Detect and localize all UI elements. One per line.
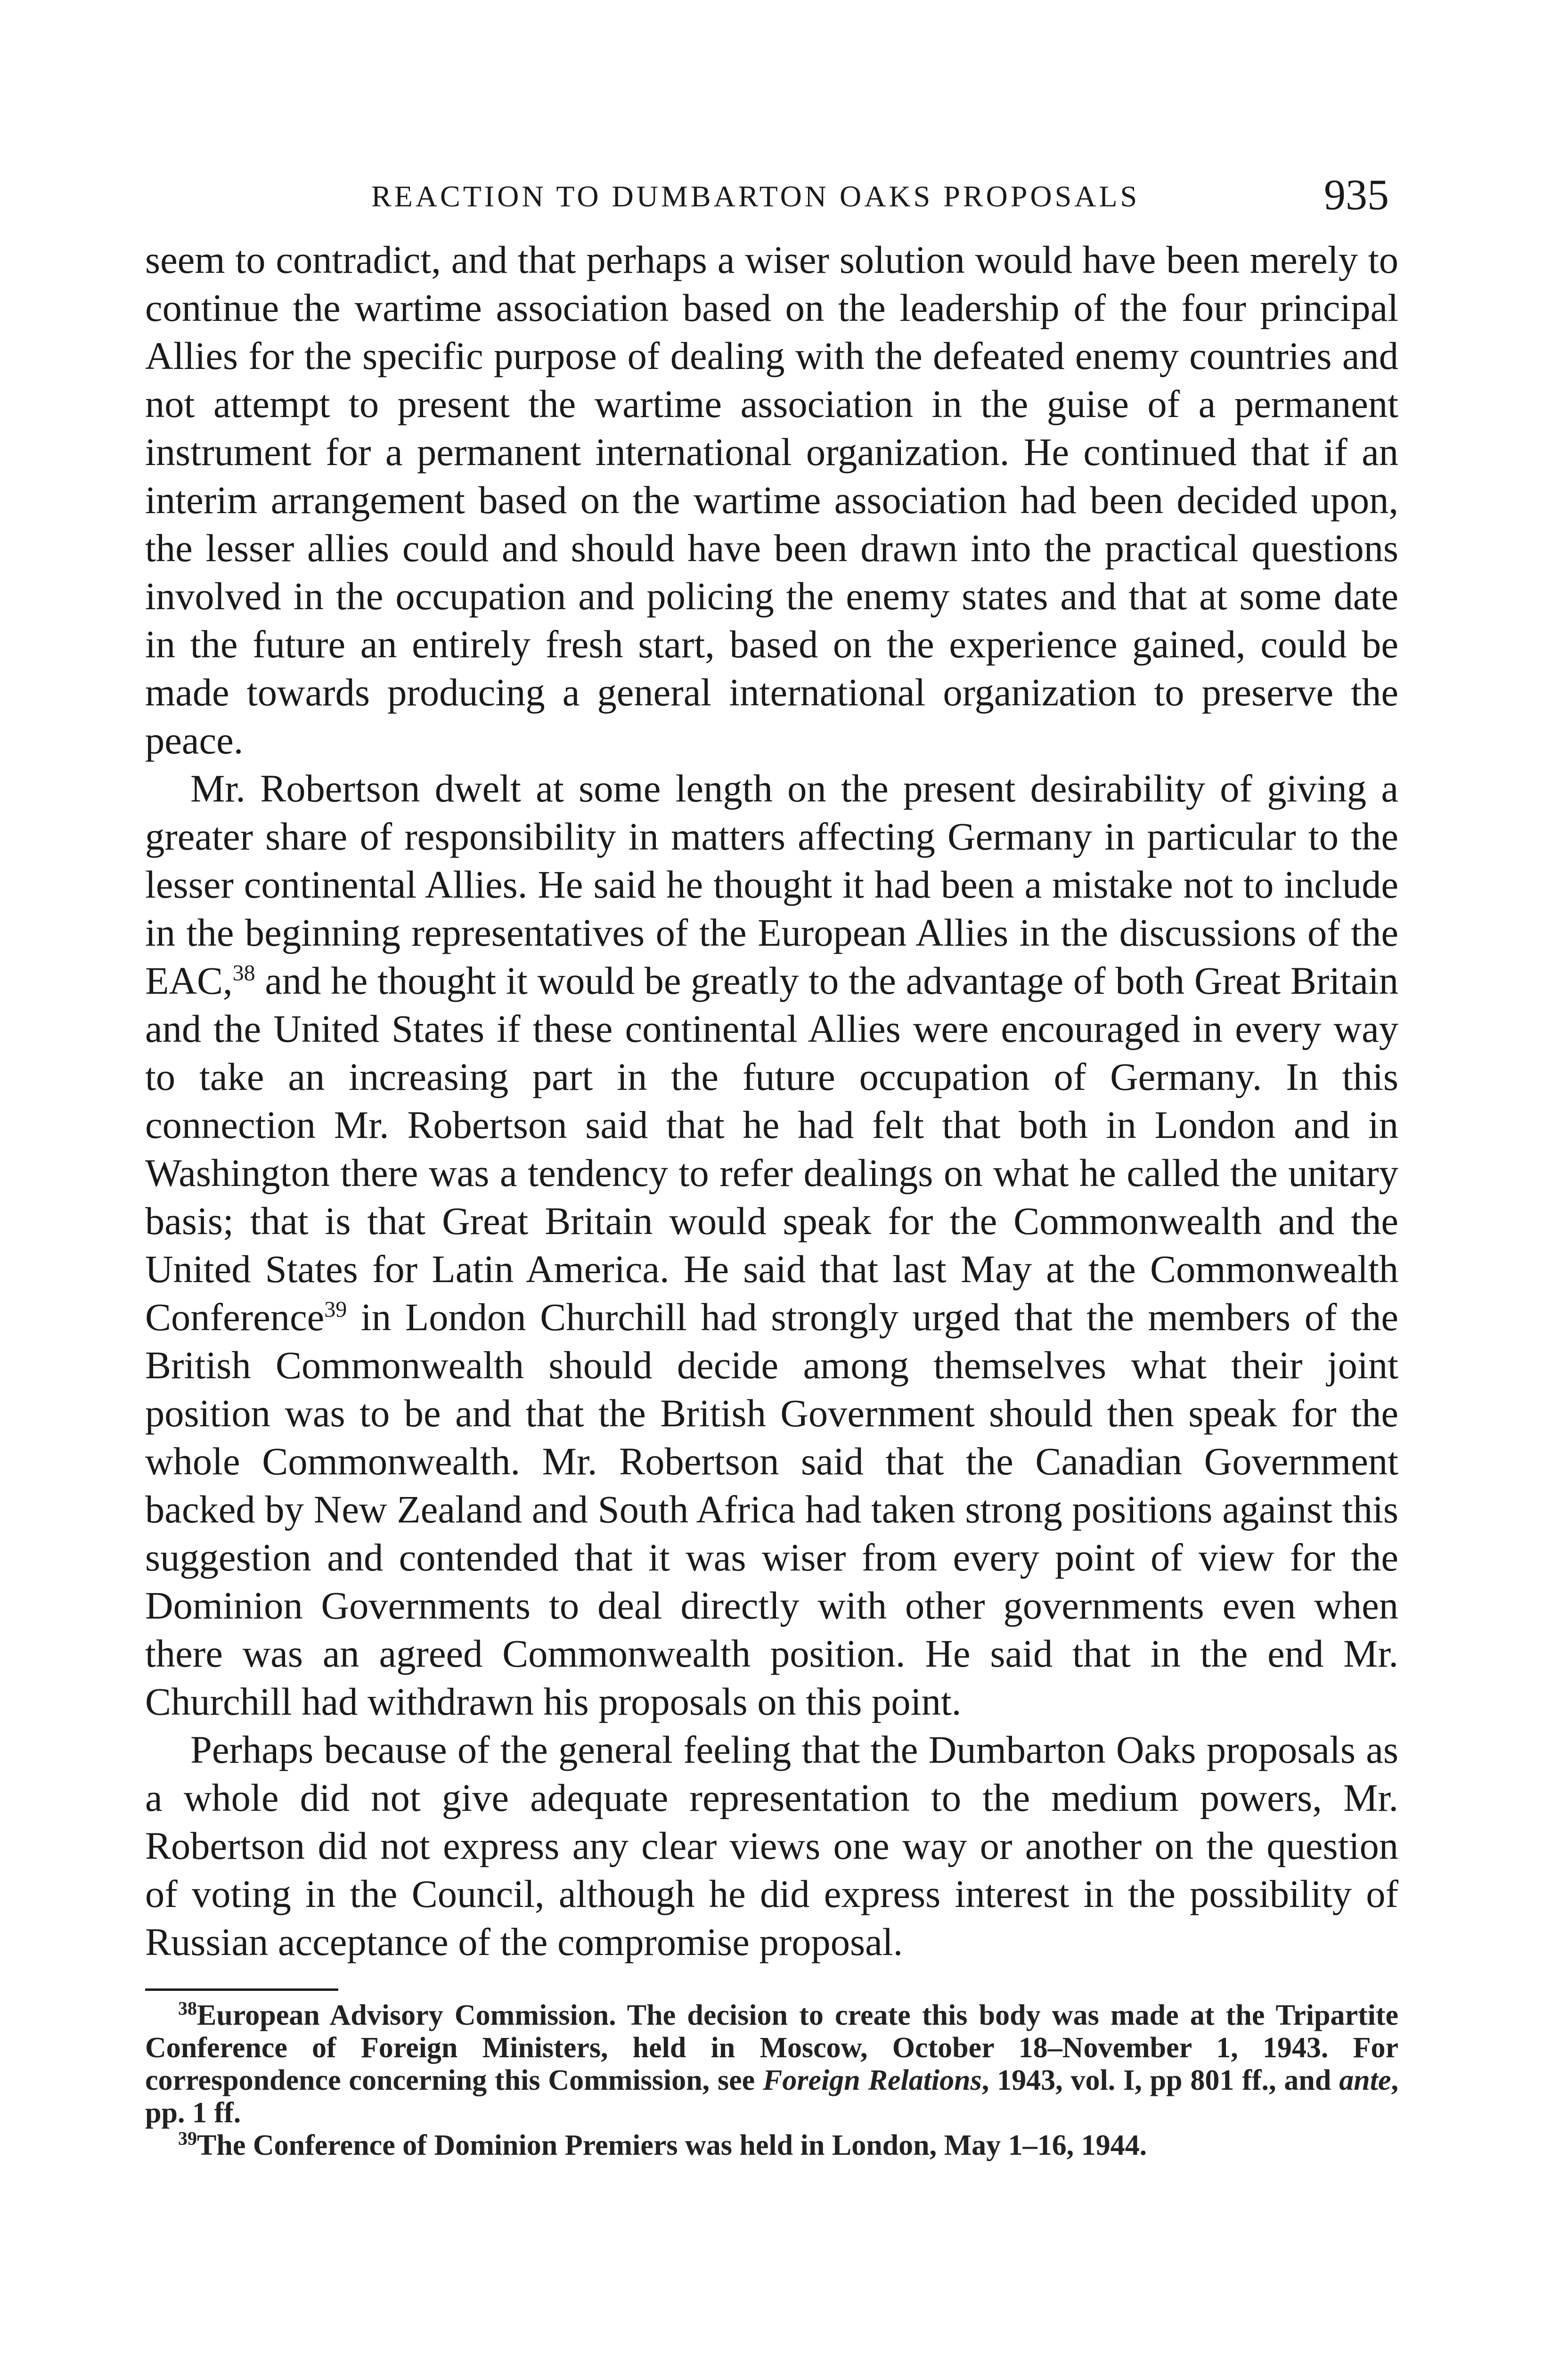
footnote-ref-38[interactable]: 38 (232, 960, 255, 986)
paragraph-2-part-a: Mr. Robertson dwelt at some length on the present desirability of giving a greater share of responsibility in matters affecting Germany in particular to the lesser continental Allies. He said he thought it had been a mistake not to include in the beginning representatives of the European Allies in the discussions of the EAC, (145, 767, 1398, 1002)
footnote-39 (145, 2129, 1398, 2162)
running-title: REACTION TO DUMBARTON OAKS PROPOSALS (371, 180, 1140, 213)
footnote-39-mark: 39 (178, 2127, 197, 2149)
footnote-rule (145, 1988, 338, 1991)
footnote-38-text-b: , 1943, vol. I, pp 801 ff., and (981, 2064, 1339, 2096)
paragraph-2-part-b: and he thought it would be greatly to the advantage of both Great Britain and the United States if these continental Allies were encouraged in every way to take an increasing part in the future occupation of Germany. In this connection Mr. Robertson said that he had felt that both in London and in Washington there was a tendency to refer dealings on what he called the unitary basis; that is that Great Britain would speak for the Commonwealth and the United States for Latin America. He said that last May at the Commonwealth Conference (145, 959, 1398, 1339)
document-page (145, 170, 1398, 2162)
body-text (145, 236, 1398, 1966)
footnote-38-text-c: , pp. 1 ff. (145, 2064, 1398, 2129)
footnote-ref-39[interactable]: 39 (324, 1297, 347, 1322)
footnote-38 (145, 1999, 1398, 2129)
footnote-38-text-a: European Advisory Commission. The decision to create this body was made at the Tripartite Conference of Foreign Ministers, held in Moscow, October 18–November 1, 1943. For correspondence concerning this Commission, see (145, 1999, 1398, 2096)
footnote-38-italic-ante: ante (1339, 2064, 1391, 2096)
paragraph-2-part-c: in London Churchill had strongly urged that the members of the British Commonwealth should decide among themselves what their joint position was to be and that the British Government should then speak for the whole Commonwealth. Mr. Robertson said that the Canadian Government backed by New Zealand and South Africa had taken strong positions against this suggestion and contended that it was wiser from every point of view for the Dominion Governments to deal directly with other governments even when there was an agreed Commonwealth position. He said that in the end Mr. Churchill had withdrawn his proposals on this point. (145, 1295, 1398, 1723)
paragraph-2 (145, 764, 1398, 1726)
running-head (145, 170, 1398, 221)
paragraph-1: seem to contradict, and that perhaps a wiser solution would have been merely to continue the wartime association based on the leadership of the four principal Allies for the specific purpose of dealing with the defeated enemy countries and not attempt to present the wartime association in the guise of a permanent instrument for a permanent international organization. He continued that if an interim arrangement based on the wartime association had been decided upon, the lesser allies could and should have been drawn into the practical questions involved in the occupation and policing the enemy states and that at some date in the future an entirely fresh start, based on the experience gained, could be made towards producing a general international organization to preserve the peace. (145, 238, 1398, 762)
footnote-38-mark: 38 (178, 1997, 197, 2019)
page-number: 935 (1324, 171, 1389, 219)
paragraph-3: Perhaps because of the general feeling that the Dumbarton Oaks proposals as a whole did not give adequate representation to the medium powers, Mr. Robertson did not express any clear views one way or another on the question of voting in the Council, although he did express interest in the possibility of Russian acceptance of the compromise proposal. (145, 1728, 1398, 1963)
footnotes (145, 1999, 1398, 2162)
footnote-38-italic-foreign-relations: Foreign Relations (763, 2064, 982, 2096)
footnote-39-text: The Conference of Dominion Premiers was held in London, May 1–16, 1944. (197, 2129, 1147, 2161)
